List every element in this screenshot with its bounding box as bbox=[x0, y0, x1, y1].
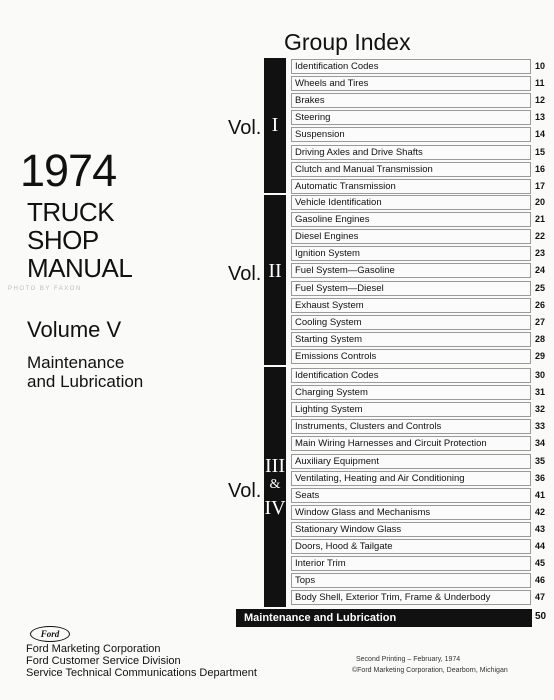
index-row-label: Ventilating, Heating and Air Conditioning bbox=[295, 472, 465, 484]
index-row-number: 26 bbox=[535, 299, 546, 310]
index-row-label: Seats bbox=[295, 489, 320, 501]
vol-1-index-row bbox=[291, 93, 554, 109]
vol-1-index-row bbox=[291, 179, 554, 195]
vol-2-index-row bbox=[291, 246, 554, 262]
vol-3-4-index-row bbox=[291, 488, 554, 504]
index-row-label: Identification Codes bbox=[295, 370, 379, 381]
index-row-label: Lighting System bbox=[295, 404, 363, 416]
index-row-number: 32 bbox=[535, 404, 546, 415]
vol-1-label: Vol. bbox=[228, 117, 262, 139]
index-row-number: 47 bbox=[535, 592, 546, 603]
index-row-label: Fuel System—Diesel bbox=[295, 282, 384, 294]
maintenance-group-number: 50 bbox=[535, 611, 547, 622]
title-line-truck: TRUCK bbox=[27, 197, 115, 227]
index-row-number: 46 bbox=[535, 575, 546, 586]
vol-3-4-index-row bbox=[291, 522, 554, 538]
index-row-box bbox=[291, 93, 531, 108]
index-row-number: 10 bbox=[535, 61, 546, 71]
index-row-number: 44 bbox=[535, 541, 546, 551]
title-line-shop: SHOP bbox=[27, 225, 99, 255]
vol-ampersand: & bbox=[269, 477, 281, 492]
vol-3-4-index-row bbox=[291, 419, 554, 435]
subtitle-line-1: Maintenance bbox=[27, 353, 125, 372]
index-row-label: Interior Trim bbox=[295, 558, 346, 570]
index-row-label: Steering bbox=[295, 112, 331, 124]
index-row-number: 41 bbox=[535, 489, 546, 500]
vol-2-index-row bbox=[291, 315, 554, 331]
index-row-number: 12 bbox=[535, 95, 546, 106]
volume-heading: Volume V bbox=[27, 317, 122, 342]
vol-2-index-row bbox=[291, 229, 554, 245]
index-row-number: 34 bbox=[535, 438, 546, 449]
vol-3-numeral: III bbox=[265, 455, 285, 477]
footer-line-2: Ford Customer Service Division bbox=[26, 655, 181, 667]
vol-2-label: Vol. bbox=[228, 263, 262, 285]
title-line-manual: MANUAL bbox=[27, 253, 133, 283]
index-row-label: Vehicle Identification bbox=[295, 197, 382, 208]
vol-1-index-row bbox=[291, 127, 554, 143]
index-row-number: 33 bbox=[535, 421, 546, 432]
vol-2-index-row bbox=[291, 212, 554, 228]
index-row-box bbox=[291, 573, 531, 588]
index-row-label: Charging System bbox=[295, 387, 368, 399]
index-row-label: Automatic Transmission bbox=[295, 180, 396, 192]
index-row-label: Diesel Engines bbox=[295, 231, 359, 243]
index-row-number: 43 bbox=[535, 523, 546, 534]
index-row-number: 20 bbox=[535, 197, 546, 207]
index-row-number: 27 bbox=[535, 316, 546, 327]
index-row-label: Window Glass and Mechanisms bbox=[295, 506, 431, 518]
index-row-label: Tops bbox=[295, 575, 316, 587]
index-row-number: 25 bbox=[535, 282, 546, 293]
vol-3-4-index-row bbox=[291, 436, 554, 452]
index-row-number: 22 bbox=[535, 231, 546, 242]
index-row-label: Ignition System bbox=[295, 248, 360, 260]
vol-3-4-index-row bbox=[291, 539, 554, 555]
vol-3-4-index-row bbox=[291, 505, 554, 521]
vol-3-4-index-row bbox=[291, 402, 554, 418]
maintenance-bar bbox=[236, 609, 532, 627]
maintenance-label: Maintenance and Lubrication bbox=[244, 612, 397, 624]
vol-2-index-row bbox=[291, 195, 554, 211]
index-row-number: 16 bbox=[535, 163, 546, 174]
index-row-label: Driving Axles and Drive Shafts bbox=[295, 146, 423, 158]
index-row-label: Clutch and Manual Transmission bbox=[295, 163, 433, 175]
index-row-number: 42 bbox=[535, 506, 546, 517]
photo-watermark: PHOTO BY FAXON bbox=[8, 286, 82, 292]
index-row-label: Brakes bbox=[295, 95, 325, 107]
manual-year: 1974 bbox=[20, 145, 117, 196]
index-row-label: Main Wiring Harnesses and Circuit Protection bbox=[295, 438, 487, 450]
index-row-number: 23 bbox=[535, 248, 546, 259]
vol-3-4-index-row bbox=[291, 573, 554, 589]
index-row-number: 28 bbox=[535, 333, 546, 344]
index-row-label: Fuel System—Gasoline bbox=[295, 265, 395, 277]
index-row-label: Stationary Window Glass bbox=[295, 523, 402, 535]
index-row-label: Identification Codes bbox=[295, 61, 379, 72]
index-row-label: Gasoline Engines bbox=[295, 214, 370, 226]
index-row-number: 31 bbox=[535, 387, 546, 398]
index-row-label: Emissions Controls bbox=[295, 350, 377, 362]
index-row-label: Exhaust System bbox=[295, 299, 364, 311]
vol-3-4-index-row bbox=[291, 385, 554, 401]
vol-3-4-index-row bbox=[291, 454, 554, 470]
vol-1-index-row bbox=[291, 145, 554, 161]
index-row-label: Instruments, Clusters and Controls bbox=[295, 421, 442, 433]
index-row-label: Auxiliary Equipment bbox=[295, 455, 379, 467]
vol-1-index-row bbox=[291, 162, 554, 178]
index-row-number: 14 bbox=[535, 129, 546, 140]
vol-3-4-index-row bbox=[291, 556, 554, 572]
index-row-label: Cooling System bbox=[295, 316, 362, 328]
vol-3-4-index-row bbox=[291, 590, 554, 606]
index-row-number: 35 bbox=[535, 455, 546, 466]
index-row-number: 15 bbox=[535, 146, 546, 157]
index-row-label: Starting System bbox=[295, 333, 363, 345]
footer-line-1: Ford Marketing Corporation bbox=[26, 643, 161, 655]
index-row-number: 24 bbox=[535, 265, 546, 276]
index-row-label: Doors, Hood & Tailgate bbox=[295, 541, 393, 552]
subtitle-line-2: and Lubrication bbox=[27, 372, 144, 391]
vol-3-4-label: Vol. bbox=[228, 480, 262, 502]
vol-2-index-row bbox=[291, 349, 554, 365]
index-row-number: 11 bbox=[535, 78, 545, 89]
vol-4-numeral: IV bbox=[264, 497, 286, 519]
vol-3-4-index-row bbox=[291, 368, 554, 384]
vol-3-4-index-row bbox=[291, 471, 554, 487]
copyright-note: ©Ford Marketing Corporation, Dearborn, Michigan bbox=[352, 667, 508, 674]
index-row-label: Wheels and Tires bbox=[295, 78, 369, 90]
vol-1-numeral: I bbox=[271, 114, 279, 136]
index-row-number: 13 bbox=[535, 112, 546, 123]
vol-2-index-row bbox=[291, 281, 554, 297]
vol-2-index-row bbox=[291, 332, 554, 348]
ford-logo: Ford bbox=[30, 626, 70, 642]
index-row-number: 17 bbox=[535, 180, 546, 191]
index-row-number: 21 bbox=[535, 214, 546, 225]
vol-2-index-row bbox=[291, 298, 554, 314]
footer-line-3: Service Technical Communications Department bbox=[26, 667, 257, 679]
vol-1-index-row bbox=[291, 76, 554, 92]
index-row-number: 36 bbox=[535, 472, 546, 483]
group-index-title: Group Index bbox=[284, 29, 411, 55]
index-row-number: 30 bbox=[535, 370, 546, 380]
vol-2-numeral: II bbox=[268, 260, 282, 282]
index-row-number: 29 bbox=[535, 350, 546, 361]
vol-1-index-row bbox=[291, 110, 554, 126]
index-row-label: Suspension bbox=[295, 129, 345, 141]
vol-1-index-row bbox=[291, 59, 554, 75]
printing-note: Second Printing – February, 1974 bbox=[356, 656, 461, 663]
index-row-box bbox=[291, 488, 531, 503]
index-row-number: 45 bbox=[535, 558, 546, 569]
vol-2-index-row bbox=[291, 263, 554, 279]
index-row-label: Body Shell, Exterior Trim, Frame & Underbody bbox=[295, 592, 491, 604]
